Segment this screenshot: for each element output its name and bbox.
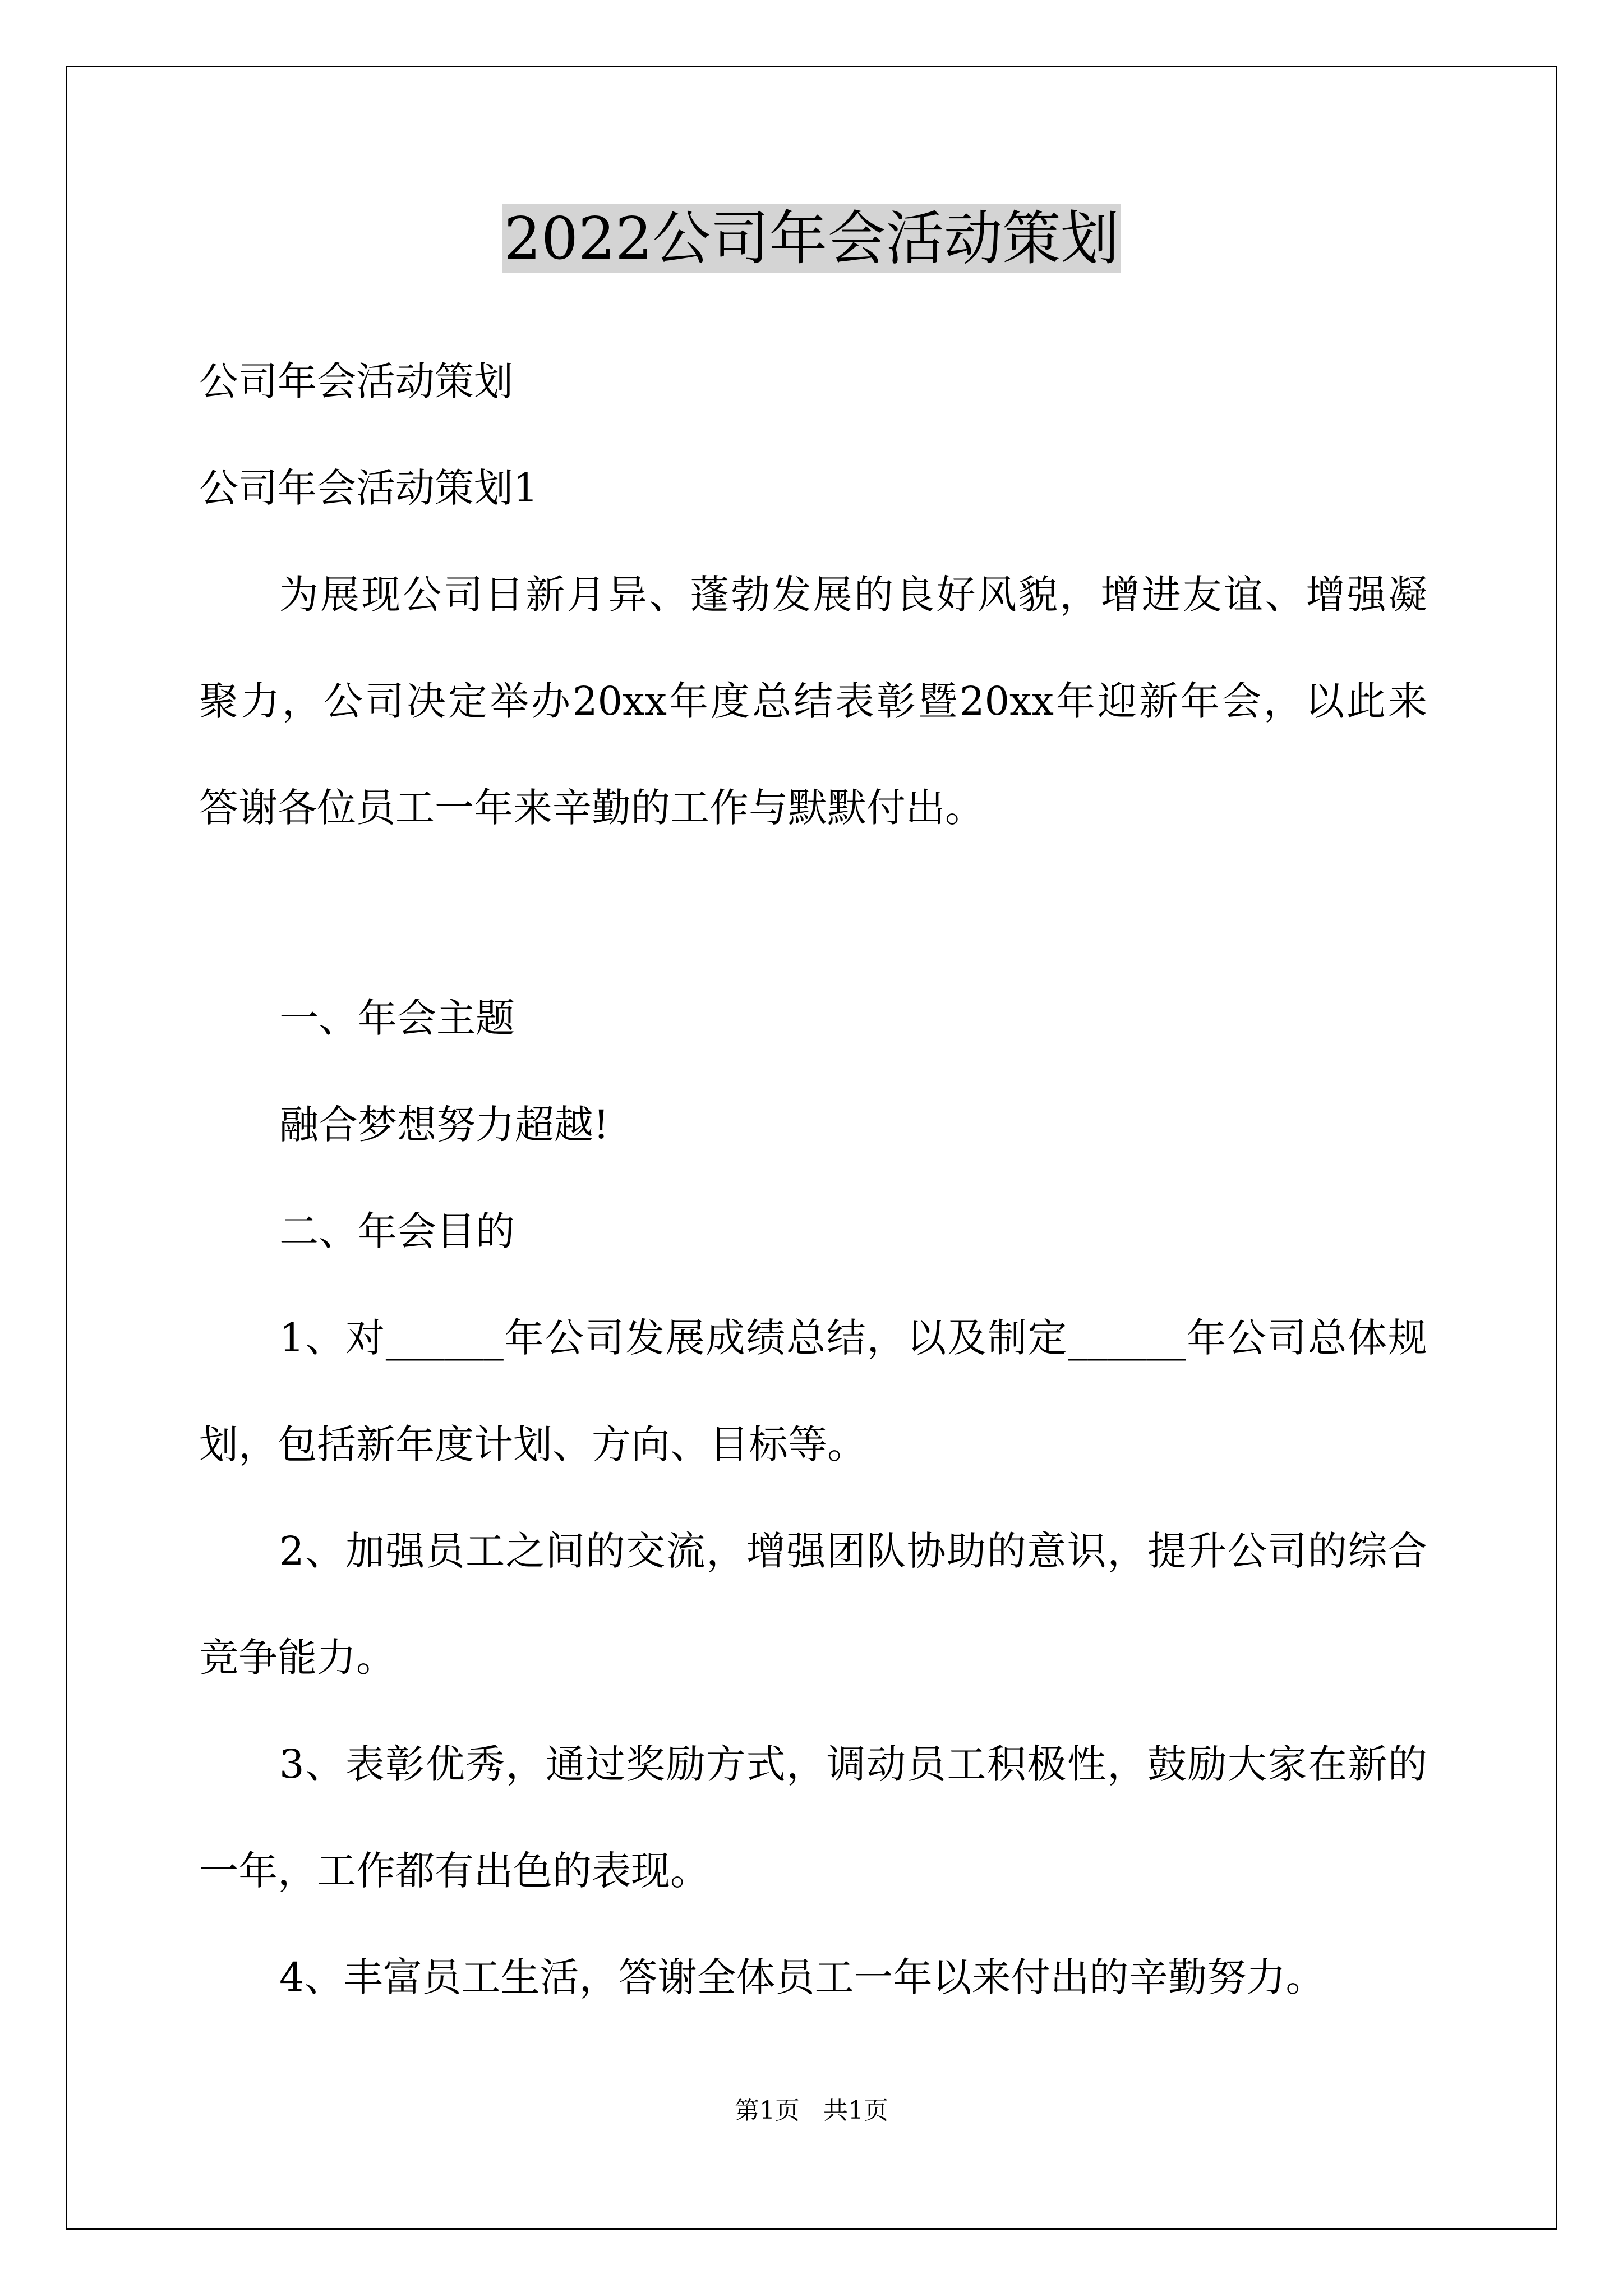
purpose-line-4: 竞争能力。 — [199, 1635, 395, 1681]
purpose-line-3: 2、加强员工之间的交流，增强团队协助的意识，提升公司的综合 — [279, 1528, 1427, 1574]
document-title-text: 2022公司年会活动策划 — [502, 204, 1122, 273]
document-subtitle: 公司年会活动策划 — [199, 358, 513, 404]
purpose-line-6: 一年，工作都有出色的表现。 — [199, 1848, 709, 1894]
intro-line-3: 答谢各位员工一年来辛勤的工作与默默付出。 — [199, 785, 984, 831]
purpose-line-5: 3、表彰优秀，通过奖励方式，调动员工积极性，鼓励大家在新的 — [279, 1741, 1427, 1787]
theme-heading: 一、年会主题 — [279, 995, 515, 1041]
intro-line-1: 为展现公司日新月异、蓬勃发展的良好风貌，增进友谊、增强凝 — [279, 572, 1427, 618]
purpose-heading: 二、年会目的 — [279, 1208, 515, 1254]
purpose-line-1: 1、对______年公司发展成绩总结，以及制定______年公司总体规 — [279, 1315, 1427, 1361]
page-footer: 第1页 共1页 — [735, 2096, 888, 2125]
purpose-line-7: 4、丰富员工生活，答谢全体员工一年以来付出的辛勤努力。 — [279, 1954, 1325, 2000]
theme-text: 融合梦想努力超越! — [279, 1102, 610, 1148]
document-title — [0, 199, 1623, 278]
purpose-line-2: 划，包括新年度计划、方向、目标等。 — [199, 1421, 866, 1467]
section-heading: 公司年会活动策划1 — [199, 465, 538, 511]
intro-line-2: 聚力，公司决定举办20xx年度总结表彰暨20xx年迎新年会，以此来 — [199, 678, 1427, 724]
